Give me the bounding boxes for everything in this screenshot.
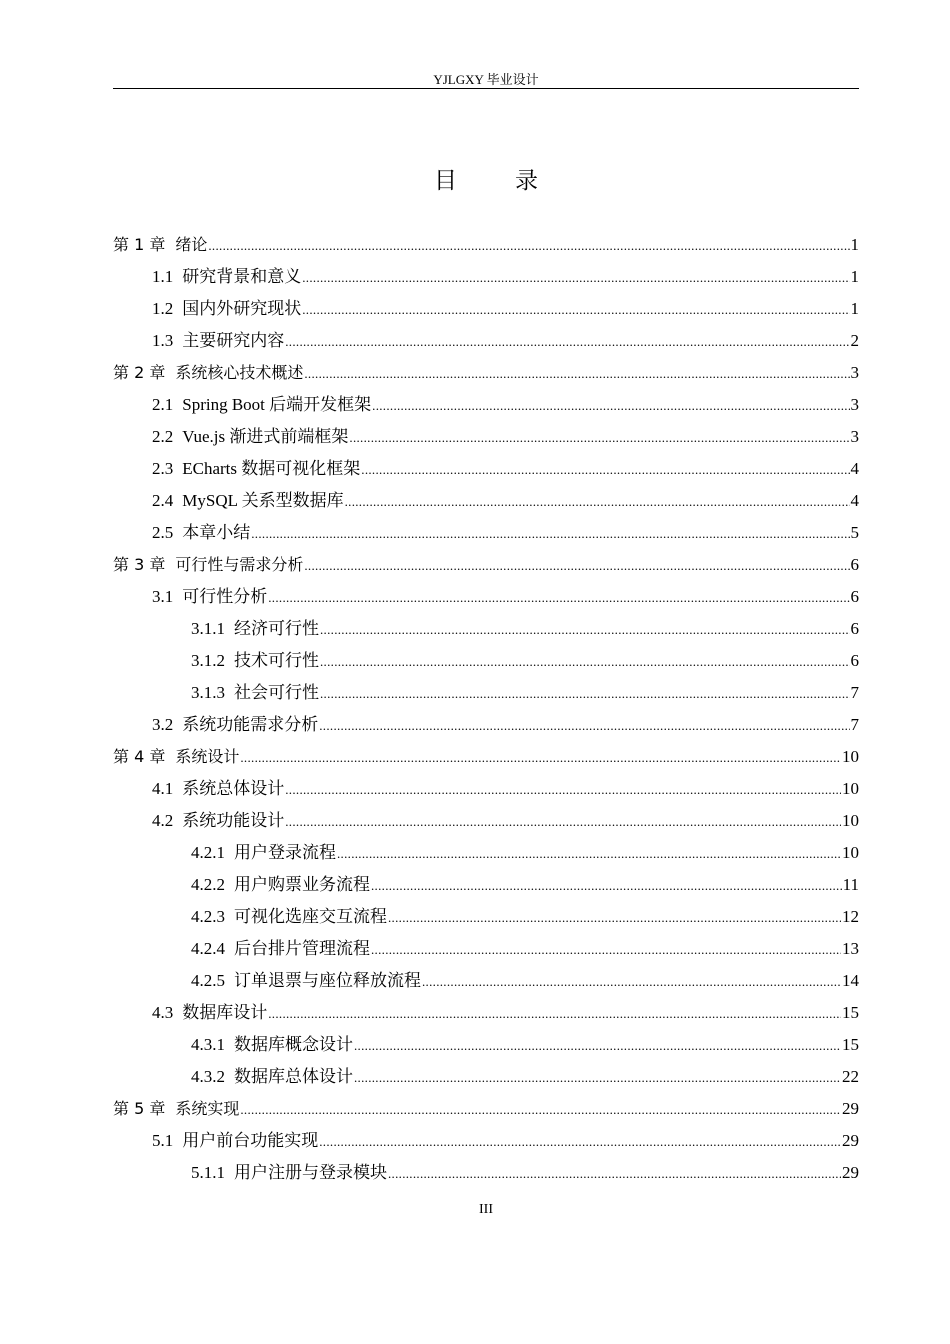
toc-dot-leader: [304, 550, 849, 582]
toc-dot-leader: [285, 326, 849, 358]
toc-entry-number: 2.5: [152, 523, 174, 542]
toc-entry-page: 14: [842, 971, 859, 990]
toc-entry-page: 7: [850, 715, 859, 734]
toc-entry-label: [191, 1157, 387, 1189]
toc-dot-leader: [320, 614, 850, 646]
toc-dot-leader: [388, 1158, 841, 1190]
toc-entry-number: 4.2.4: [191, 939, 225, 958]
toc-entry-title: 经济可行性: [234, 619, 319, 638]
toc-entry-page: 3: [850, 363, 859, 382]
toc-entry[interactable]: [113, 261, 859, 293]
toc-entry-page: 3: [850, 427, 859, 446]
toc-entry[interactable]: [113, 741, 859, 773]
table-of-contents: [113, 229, 859, 1189]
toc-entry-label: [191, 933, 370, 965]
toc-entry-title: 用户前台功能实现: [182, 1131, 319, 1150]
toc-entry-title: 绪论: [175, 235, 208, 254]
toc-entry-title: ECharts 数据可视化框架: [182, 459, 361, 478]
toc-dot-leader: [240, 742, 841, 774]
toc-entry-title: 系统功能需求分析: [182, 715, 319, 734]
toc-entry-number: 2.3: [152, 459, 174, 478]
toc-entry-title: 系统实现: [175, 1099, 240, 1118]
toc-entry-label: [152, 773, 284, 805]
toc-entry-page: 4: [850, 491, 859, 510]
toc-dot-leader: [302, 262, 849, 294]
toc-entry-page: 22: [842, 1067, 859, 1086]
toc-entry-number: 2.4: [152, 491, 174, 510]
toc-entry-page: 13: [842, 939, 859, 958]
toc-entry[interactable]: [113, 613, 859, 645]
toc-entry-title: 数据库概念设计: [234, 1035, 353, 1054]
toc-entry-label: [152, 325, 284, 357]
toc-entry-label: [113, 741, 239, 773]
toc-entry-page: 1: [850, 299, 859, 318]
toc-entry[interactable]: [113, 357, 859, 389]
toc-entry-title: 数据库设计: [182, 1003, 268, 1022]
toc-entry-number: 1.2: [152, 299, 174, 318]
toc-entry[interactable]: [113, 581, 859, 613]
toc-entry-label: [191, 965, 421, 997]
toc-entry-number: 3.1.3: [191, 683, 225, 702]
toc-entry-page: 10: [842, 779, 859, 798]
toc-entry[interactable]: [113, 1125, 859, 1157]
toc-dot-leader: [319, 1126, 841, 1158]
toc-entry-label: [113, 357, 303, 389]
toc-entry-title: 用户登录流程: [234, 843, 336, 862]
toc-dot-leader: [349, 422, 849, 454]
toc-entry-page: 5: [850, 523, 859, 542]
toc-entry-title: 系统功能设计: [182, 811, 285, 830]
toc-entry-label: [152, 805, 284, 837]
toc-entry-title: MySQL 关系型数据库: [182, 491, 344, 510]
toc-entry-title: 研究背景和意义: [182, 267, 302, 286]
toc-entry-number: 第 5 章: [113, 1099, 166, 1118]
toc-entry-label: [113, 549, 303, 581]
toc-entry[interactable]: [113, 933, 859, 965]
toc-entry-number: 3.1.2: [191, 651, 225, 670]
toc-dot-leader: [304, 358, 849, 390]
toc-dot-leader: [371, 934, 841, 966]
page-number: III: [479, 1202, 493, 1217]
toc-entry-number: 4.3: [152, 1003, 174, 1022]
toc-entry-number: 1.3: [152, 331, 174, 350]
toc-dot-leader: [285, 774, 841, 806]
toc-entry-page: 10: [842, 747, 859, 766]
toc-entry-page: 12: [842, 907, 859, 926]
toc-entry[interactable]: [113, 965, 859, 997]
toc-entry-number: 第 1 章: [113, 235, 166, 254]
toc-entry-label: [191, 1061, 353, 1093]
toc-entry-page: 6: [850, 555, 859, 574]
toc-entry-number: 4.2.5: [191, 971, 225, 990]
toc-entry-title: 可行性与需求分析: [175, 555, 304, 574]
toc-entry-title: Vue.js 渐进式前端框架: [182, 427, 349, 446]
header-divider: [113, 88, 859, 89]
toc-dot-leader: [388, 902, 841, 934]
toc-entry[interactable]: [113, 1061, 859, 1093]
toc-entry[interactable]: [113, 677, 859, 709]
toc-entry[interactable]: [113, 645, 859, 677]
toc-entry[interactable]: [113, 229, 859, 261]
toc-dot-leader: [240, 1094, 841, 1126]
toc-dot-leader: [302, 294, 849, 326]
toc-entry-number: 第 3 章: [113, 555, 166, 574]
toc-entry[interactable]: [113, 389, 859, 421]
toc-title: 目录: [434, 168, 596, 194]
toc-dot-leader: [372, 390, 849, 422]
toc-entry[interactable]: [113, 997, 859, 1029]
toc-entry-title: 系统核心技术概述: [175, 363, 304, 382]
toc-entry-page: 2: [850, 331, 859, 350]
toc-entry-title: 技术可行性: [234, 651, 319, 670]
toc-entry-label: [191, 645, 319, 677]
toc-entry-label: [191, 613, 319, 645]
toc-entry-page: 1: [850, 235, 859, 254]
toc-dot-leader: [354, 1062, 841, 1094]
toc-entry[interactable]: [113, 1157, 859, 1189]
toc-entry-label: [191, 677, 319, 709]
toc-dot-leader: [361, 454, 849, 486]
toc-dot-leader: [319, 710, 849, 742]
toc-entry-number: 第 2 章: [113, 363, 166, 382]
toc-entry-label: [191, 901, 387, 933]
toc-entry[interactable]: [113, 773, 859, 805]
toc-entry-label: [152, 517, 250, 549]
toc-dot-leader: [422, 966, 841, 998]
toc-entry-label: [152, 421, 348, 453]
toc-dot-leader: [337, 838, 841, 870]
toc-entry-title: 本章小结: [182, 523, 251, 542]
toc-entry-page: 7: [850, 683, 859, 702]
toc-dot-leader: [285, 806, 841, 838]
toc-entry[interactable]: [113, 1029, 859, 1061]
toc-entry-page: 3: [850, 395, 859, 414]
toc-entry-page: 29: [842, 1099, 859, 1118]
page-header: YJLGXY 毕业设计: [433, 72, 539, 87]
toc-entry[interactable]: [113, 453, 859, 485]
toc-entry-title: 后台排片管理流程: [234, 939, 370, 958]
toc-entry-title: 系统设计: [175, 747, 240, 766]
toc-entry-title: 社会可行性: [234, 683, 319, 702]
toc-entry-label: [152, 1125, 318, 1157]
toc-entry-page: 11: [842, 875, 859, 894]
toc-entry-number: 4.2: [152, 811, 174, 830]
toc-entry-number: 4.1: [152, 779, 174, 798]
toc-dot-leader: [320, 646, 850, 678]
toc-entry-page: 6: [850, 587, 859, 606]
toc-entry-page: 29: [842, 1131, 859, 1150]
toc-entry[interactable]: [113, 805, 859, 837]
toc-entry-page: 10: [842, 843, 859, 862]
toc-entry-number: 5.1.1: [191, 1163, 225, 1182]
toc-entry-page: 1: [850, 267, 859, 286]
toc-dot-leader: [251, 518, 849, 550]
toc-entry-label: [152, 997, 267, 1029]
toc-entry-number: 2.1: [152, 395, 174, 414]
toc-entry-title: 主要研究内容: [182, 331, 285, 350]
toc-entry[interactable]: [113, 325, 859, 357]
toc-entry-title: 订单退票与座位释放流程: [234, 971, 421, 990]
toc-entry-label: [191, 837, 336, 869]
toc-dot-leader: [371, 870, 842, 902]
toc-entry-page: 15: [842, 1035, 859, 1054]
toc-entry-title: 系统总体设计: [182, 779, 285, 798]
toc-entry-number: 4.3.1: [191, 1035, 225, 1054]
toc-entry-number: 4.2.1: [191, 843, 225, 862]
toc-entry[interactable]: [113, 869, 859, 901]
toc-entry-label: [113, 229, 207, 261]
toc-entry-page: 15: [842, 1003, 859, 1022]
toc-dot-leader: [320, 678, 850, 710]
toc-entry-title: Spring Boot 后端开发框架: [182, 395, 372, 414]
toc-dot-leader: [345, 486, 850, 518]
toc-entry[interactable]: [113, 709, 859, 741]
toc-entry-title: 可行性分析: [182, 587, 268, 606]
toc-entry-label: [152, 581, 267, 613]
toc-entry-label: [152, 293, 301, 325]
toc-entry-number: 3.1: [152, 587, 174, 606]
toc-entry-number: 2.2: [152, 427, 174, 446]
toc-entry-page: 4: [850, 459, 859, 478]
toc-entry[interactable]: [113, 421, 859, 453]
toc-entry-page: 6: [850, 651, 859, 670]
toc-entry-label: [152, 709, 318, 741]
toc-entry[interactable]: [113, 1093, 859, 1125]
toc-entry-number: 1.1: [152, 267, 174, 286]
toc-entry[interactable]: [113, 293, 859, 325]
toc-entry-title: 数据库总体设计: [234, 1067, 353, 1086]
toc-entry-number: 4.3.2: [191, 1067, 225, 1086]
toc-entry[interactable]: [113, 549, 859, 581]
toc-entry-label: [152, 389, 371, 421]
toc-entry-title: 国内外研究现状: [182, 299, 302, 318]
toc-entry[interactable]: [113, 837, 859, 869]
toc-entry-title: 用户购票业务流程: [234, 875, 370, 894]
toc-entry-label: [152, 453, 360, 485]
toc-entry-number: 5.1: [152, 1131, 174, 1150]
toc-dot-leader: [354, 1030, 841, 1062]
toc-entry-label: [152, 261, 301, 293]
toc-entry-number: 3.2: [152, 715, 174, 734]
toc-entry-page: 6: [850, 619, 859, 638]
toc-entry-label: [152, 485, 344, 517]
toc-entry-label: [113, 1093, 239, 1125]
toc-entry-label: [191, 869, 370, 901]
toc-dot-leader: [208, 230, 849, 262]
toc-entry[interactable]: [113, 517, 859, 549]
toc-entry-number: 4.2.3: [191, 907, 225, 926]
toc-dot-leader: [268, 998, 841, 1030]
toc-entry-number: 3.1.1: [191, 619, 225, 638]
toc-entry-page: 10: [842, 811, 859, 830]
toc-entry-label: [191, 1029, 353, 1061]
toc-entry[interactable]: [113, 901, 859, 933]
toc-entry-page: 29: [842, 1163, 859, 1182]
toc-entry-number: 第 4 章: [113, 747, 166, 766]
toc-entry-title: 可视化选座交互流程: [234, 907, 387, 926]
toc-entry-title: 用户注册与登录模块: [234, 1163, 387, 1182]
toc-entry[interactable]: [113, 485, 859, 517]
toc-entry-number: 4.2.2: [191, 875, 225, 894]
toc-dot-leader: [268, 582, 849, 614]
